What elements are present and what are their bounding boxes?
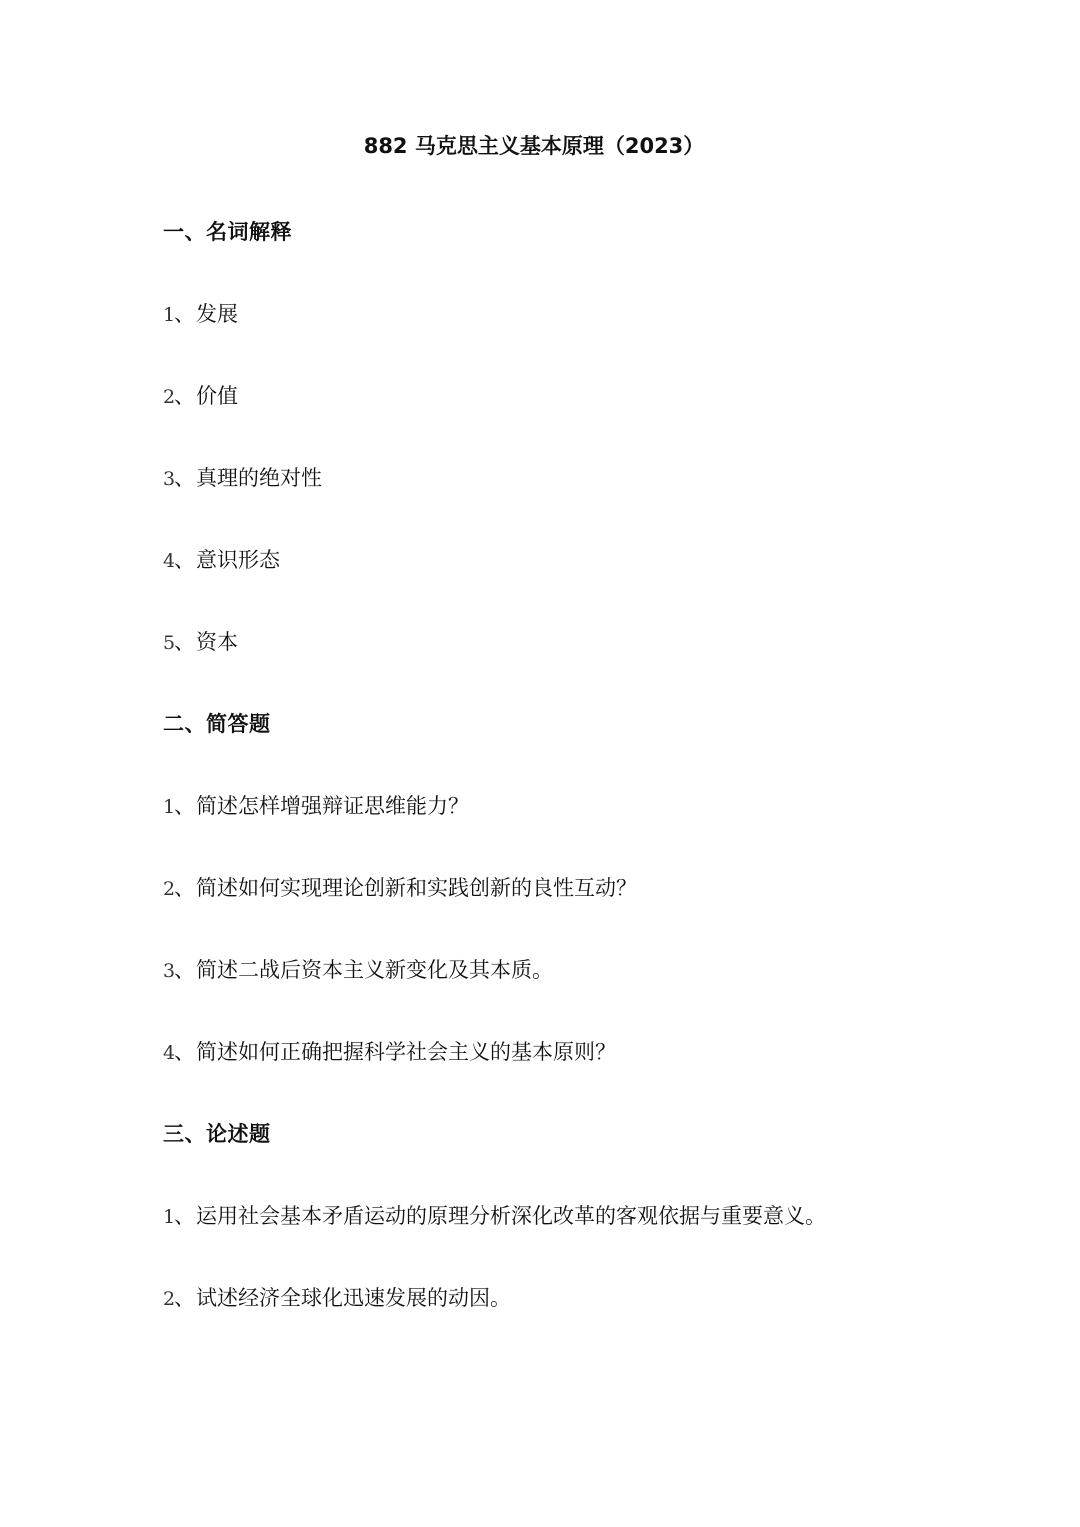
item-separator: 、 <box>174 630 195 654</box>
section-heading-terms: 一、名词解释 <box>163 220 292 244</box>
item-text: 发展 <box>196 302 238 326</box>
item-text: 资本 <box>196 630 238 654</box>
list-item <box>163 870 1023 907</box>
item-number: 4 <box>163 1042 176 1064</box>
item-separator: 、 <box>174 384 195 408</box>
item-separator: 、 <box>174 548 195 572</box>
item-number: 1 <box>163 304 176 326</box>
item-separator: 、 <box>174 794 195 818</box>
list-item <box>163 788 1023 825</box>
item-text: 意识形态 <box>196 548 280 572</box>
item-text: 简述怎样增强辩证思维能力？ <box>196 794 469 818</box>
list-item <box>163 624 1023 661</box>
item-number: 3 <box>163 960 176 982</box>
item-text: 简述如何正确把握科学社会主义的基本原则？ <box>196 1040 616 1064</box>
page-title: 882 马克思主义基本原理（2023） <box>363 134 705 158</box>
section-heading-essay: 三、论述题 <box>163 1122 271 1146</box>
item-separator: 、 <box>174 302 195 326</box>
item-text: 简述如何实现理论创新和实践创新的良性互动？ <box>196 876 637 900</box>
item-text: 试述经济全球化迅速发展的动因。 <box>196 1286 511 1310</box>
list-item <box>163 542 1023 579</box>
item-number: 5 <box>163 632 176 654</box>
item-number: 2 <box>163 1288 176 1310</box>
item-separator: 、 <box>174 1204 195 1228</box>
list-item <box>163 1198 1023 1235</box>
item-text: 真理的绝对性 <box>196 466 322 490</box>
item-text: 简述二战后资本主义新变化及其本质。 <box>196 958 553 982</box>
section-heading-short-answer: 二、简答题 <box>163 712 271 736</box>
item-separator: 、 <box>174 466 195 490</box>
item-separator: 、 <box>174 876 195 900</box>
item-separator: 、 <box>174 1040 195 1064</box>
item-separator: 、 <box>174 958 195 982</box>
item-text: 运用社会基本矛盾运动的原理分析深化改革的客观依据与重要意义。 <box>196 1204 826 1228</box>
list-item <box>163 952 1023 989</box>
list-item <box>163 296 1023 333</box>
item-number: 3 <box>163 468 176 490</box>
list-item <box>163 1034 1023 1071</box>
item-number: 2 <box>163 878 176 900</box>
item-text: 价值 <box>196 384 238 408</box>
item-number: 1 <box>163 1206 176 1228</box>
list-item <box>163 378 1023 415</box>
item-number: 4 <box>163 550 176 572</box>
item-separator: 、 <box>174 1286 195 1310</box>
list-item <box>163 1280 1023 1317</box>
item-number: 2 <box>163 386 176 408</box>
list-item <box>163 460 1023 497</box>
item-number: 1 <box>163 796 176 818</box>
